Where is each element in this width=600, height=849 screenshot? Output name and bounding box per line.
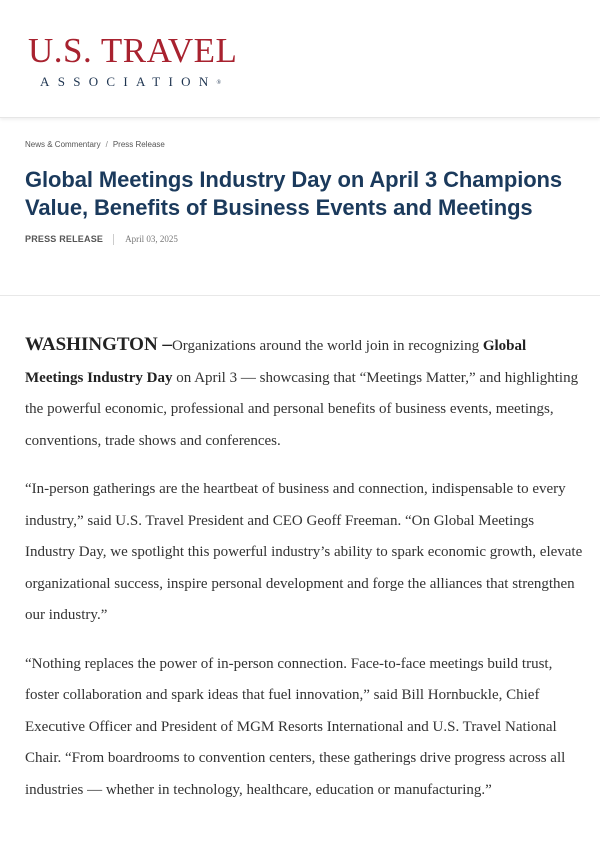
site-logo[interactable] bbox=[28, 33, 237, 89]
registered-mark: ® bbox=[216, 80, 222, 86]
breadcrumb-link-news[interactable]: News & Commentary bbox=[25, 140, 101, 149]
logo-main-text: U.S. TRAVEL bbox=[28, 31, 238, 70]
article-date: April 03, 2025 bbox=[125, 234, 178, 244]
meta-divider bbox=[113, 234, 114, 245]
site-header bbox=[0, 0, 600, 118]
logo-sub-label: ASSOCIATION bbox=[40, 74, 217, 89]
dateline: WASHINGTON – bbox=[25, 334, 172, 355]
paragraph-2: “In-person gatherings are the heartbeat of business and connection, indispensable to every industry,” said U.S. Travel President and CEO Geoff Freeman. “On Global Meetings Industry Day, we spotlight this powerful industry’s ability to spark economic growth, elevate organizational success, inspire personal development and forge the alliances that strengthen our industry.” bbox=[25, 481, 583, 623]
article-type-label: PRESS RELEASE bbox=[25, 234, 104, 244]
article-meta bbox=[25, 233, 575, 245]
page-title: Global Meetings Industry Day on April 3 Champions Value, Benefits of Business Events and Meetings bbox=[25, 167, 563, 220]
article-body bbox=[0, 296, 600, 806]
paragraph-1-rest: on April 3 — showcasing that “Meetings Matter,” and highlighting the powerful economic, professional and personal benefits of business events, meetings, conventions, trade shows and conferences. bbox=[25, 369, 579, 449]
logo-sub-text bbox=[28, 75, 237, 89]
event-name-highlight: Global Meetings Industry Day bbox=[25, 338, 527, 386]
article-header bbox=[0, 118, 600, 296]
paragraph-3: “Nothing replaces the power of in-person connection. Face-to-face meetings build trust, foster collaboration and spark ideas that fuel innovation,” said Bill Hornbuckle, Chief Executive Officer and President of MGM Resorts International and U.S. Travel National Chair. “From boardrooms to convention centers, these gatherings drive progress across all industries — whether in technology, healthcare, education or manufacturing.” bbox=[25, 655, 566, 798]
breadcrumb-link-press-release[interactable]: Press Release bbox=[112, 140, 165, 149]
paragraph-1 bbox=[25, 329, 585, 457]
paragraph-1-intro: Organizations around the world join in recognizing bbox=[171, 338, 483, 354]
breadcrumb bbox=[25, 140, 575, 150]
breadcrumb-separator: / bbox=[105, 140, 108, 149]
